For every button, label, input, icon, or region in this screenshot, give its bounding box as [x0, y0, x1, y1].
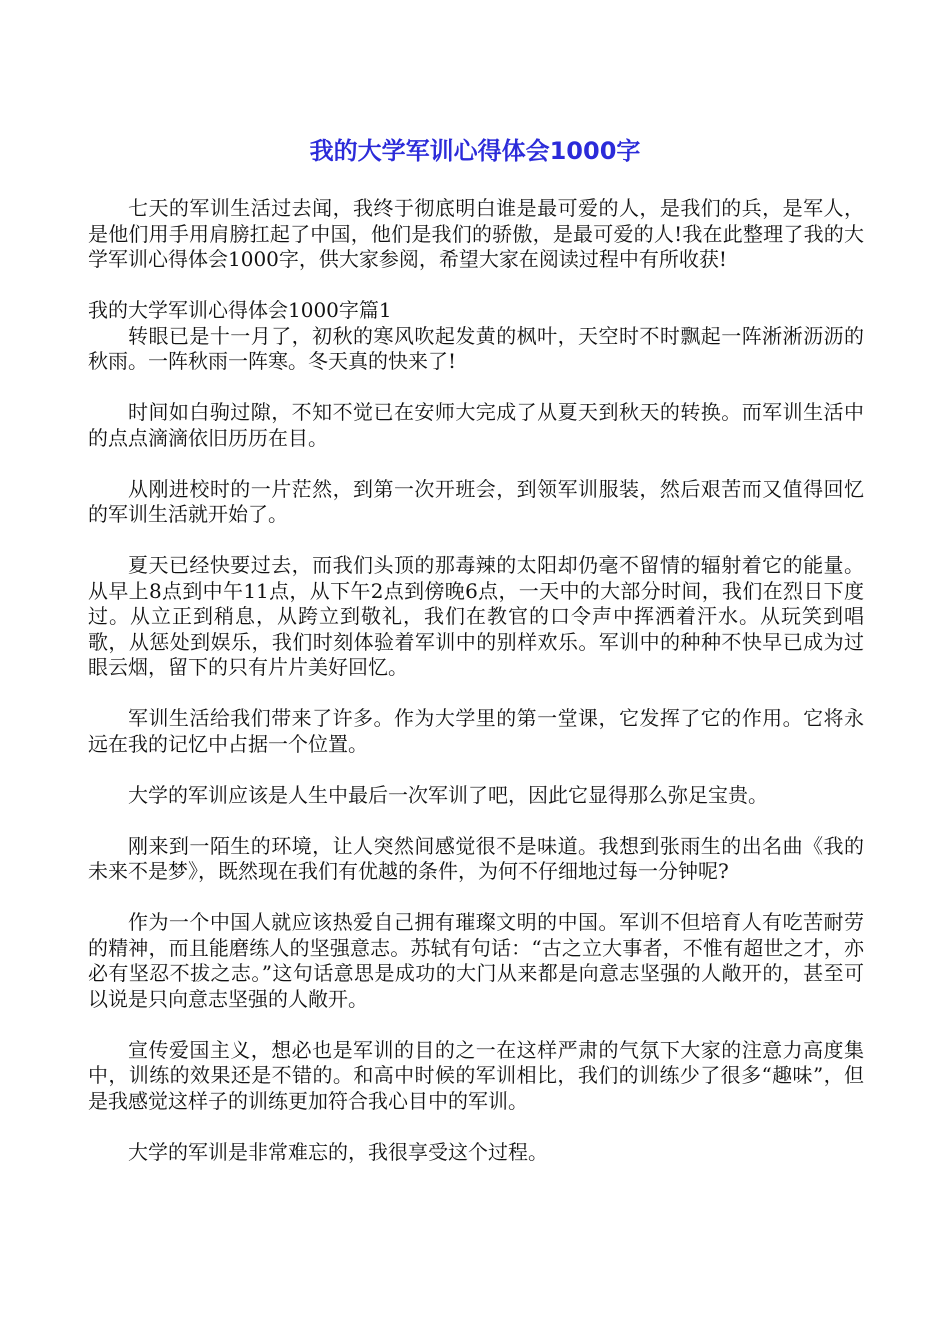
- section-heading: 我的大学军训心得体会1000字篇1: [88, 298, 392, 322]
- body-paragraph: 夏天已经快要过去，而我们头顶的那毒辣的太阳却仍毫不留情的辐射着它的能量。从早上8点到中午11点，从下午2点到傍晚6点，一天中的大部分时间，我们在烈日下度过。从立正到稍息，从跨立到敬礼，我们在教官的口令声中挥洒着汗水。从玩笑到唱歌，从惩处到娱乐，我们时刻体验着军训中的别样欢乐。军训中的种种不快早已成为过眼云烟，留下的只有片片美好回忆。: [88, 553, 864, 679]
- body-paragraph: 转眼已是十一月了，初秋的寒风吹起发黄的枫叶，天空时不时飘起一阵淅淅沥沥的秋雨。一阵秋雨一阵寒。冬天真的快来了!: [88, 323, 864, 373]
- document-title: 我的大学军训心得体会1000字: [309, 137, 641, 165]
- document-body: [88, 196, 864, 1191]
- body-paragraph: 宣传爱国主义，想必也是军训的目的之一在这样严肃的气氛下大家的注意力高度集中，训练的效果还是不错的。和高中时候的军训相比，我们的训练少了很多“趣味”，但是我感觉这样子的训练更加符合我心目中的军训。: [88, 1037, 864, 1113]
- body-paragraph: 作为一个中国人就应该热爱自己拥有璀璨文明的中国。军训不但培育人有吃苦耐劳的精神，而且能磨练人的坚强意志。苏轼有句话：“古之立大事者，不惟有超世之才，亦必有坚忍不拔之志。”这句话意思是成功的大门从来都是向意志坚强的人敞开的，甚至可以说是只向意志坚强的人敞开。: [88, 910, 864, 1011]
- body-paragraph: 大学的军训应该是人生中最后一次军训了吧，因此它显得那么弥足宝贵。: [128, 782, 768, 807]
- body-paragraph: 时间如白驹过隙，不知不觉已在安师大完成了从夏天到秋天的转换。而军训生活中的点点滴滴依旧历历在目。: [88, 400, 864, 450]
- body-paragraph: 大学的军训是非常难忘的，我很享受这个过程。: [128, 1139, 548, 1164]
- intro-paragraph: 七天的军训生活过去闻，我终于彻底明白谁是最可爱的人，是我们的兵，是军人，是他们用手用肩膀扛起了中国，他们是我们的骄傲，是最可爱的人!我在此整理了我的大学军训心得体会1000字，供大家参阅，希望大家在阅读过程中有所收获!: [88, 196, 864, 271]
- body-paragraph: 从刚进校时的一片茫然，到第一次开班会，到领军训服装，然后艰苦而又值得回忆的军训生活就开始了。: [88, 476, 864, 526]
- body-paragraph: 刚来到一陌生的环境，让人突然间感觉很不是味道。我想到张雨生的出名曲《我的未来不是梦》，既然现在我们有优越的条件，为何不仔细地过每一分钟呢?: [88, 833, 864, 883]
- body-paragraph: 军训生活给我们带来了许多。作为大学里的第一堂课，它发挥了它的作用。它将永远在我的记忆中占据一个位置。: [88, 706, 864, 756]
